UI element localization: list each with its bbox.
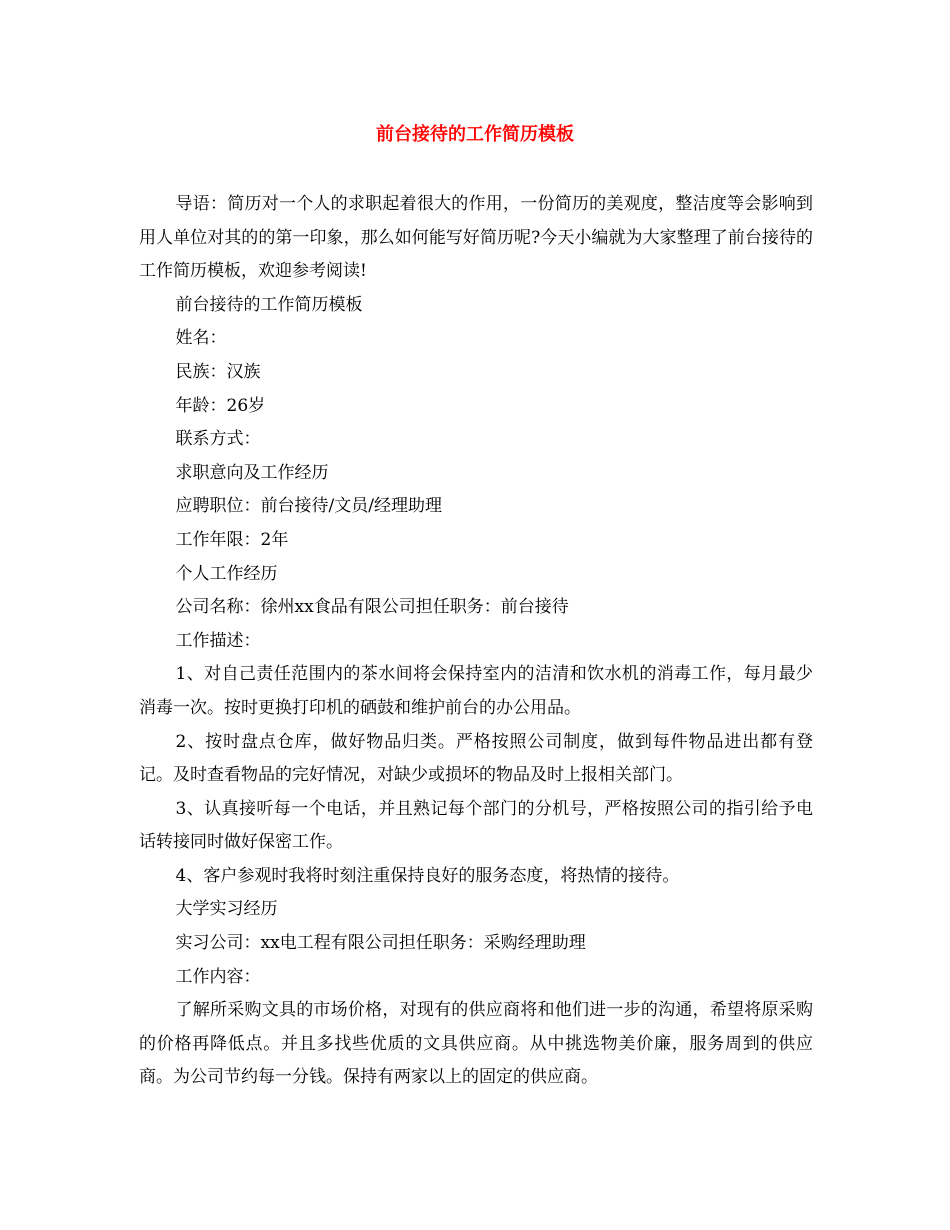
section-heading-internship: 大学实习经历 [175,899,278,920]
field-position: 应聘职位：前台接待/文员/经理助理 [175,496,443,517]
field-work-content-label: 工作内容： [175,966,261,987]
field-age: 年龄：26岁 [175,395,266,416]
field-company: 公司名称：徐州xx食品有限公司担任职务：前台接待 [175,597,569,618]
section-heading-work-experience: 个人工作经历 [175,563,278,584]
section-heading-template: 前台接待的工作简历模板 [175,294,363,315]
work-content-paragraph: 了解所采购文具的市场价格，对现有的供应商将和他们进一步的沟通，希望将原采购的价格再降低点。并且多找些优质的文具供应商。从中挑选物美价廉，服务周到的供应商。为公司节约每一分钱。保持有两家以上的固定的供应商。 [139,1000,813,1088]
document-title: 前台接待的工作简历模板 [376,124,574,145]
field-ethnicity: 民族：汉族 [175,361,261,382]
intro-paragraph: 导语：简历对一个人的求职起着很大的作用，一份简历的美观度，整洁度等会影响到用人单位对其的的第一印象，那么如何能写好简历呢?今天小编就为大家整理了前台接待的工作简历模板，欢迎参考阅读! [139,194,813,282]
document-body [139,188,813,1095]
section-heading-job-intention: 求职意向及工作经历 [175,462,329,483]
field-years: 工作年限：2年 [175,529,289,550]
duty-item-3: 3、认真接听每一个电话，并且熟记每个部门的分机号，严格按照公司的指引给予电话转接同时做好保密工作。 [139,798,813,853]
field-contact: 联系方式： [175,429,261,450]
field-name: 姓名： [175,328,227,349]
duty-item-2: 2、按时盘点仓库，做好物品归类。严格按照公司制度，做到每件物品进出都有登记。及时查看物品的完好情况，对缺少或损坏的物品及时上报相关部门。 [139,731,813,786]
field-internship-company: 实习公司：xx电工程有限公司担任职务：采购经理助理 [175,933,586,954]
field-job-description-label: 工作描述： [175,630,261,651]
duty-item-1: 1、对自己责任范围内的茶水间将会保持室内的洁清和饮水机的消毒工作，每月最少消毒一次。按时更换打印机的硒鼓和维护前台的办公用品。 [139,664,813,718]
duty-item-4: 4、客户参观时我将时刻注重保持良好的服务态度，将热情的接待。 [175,865,680,886]
